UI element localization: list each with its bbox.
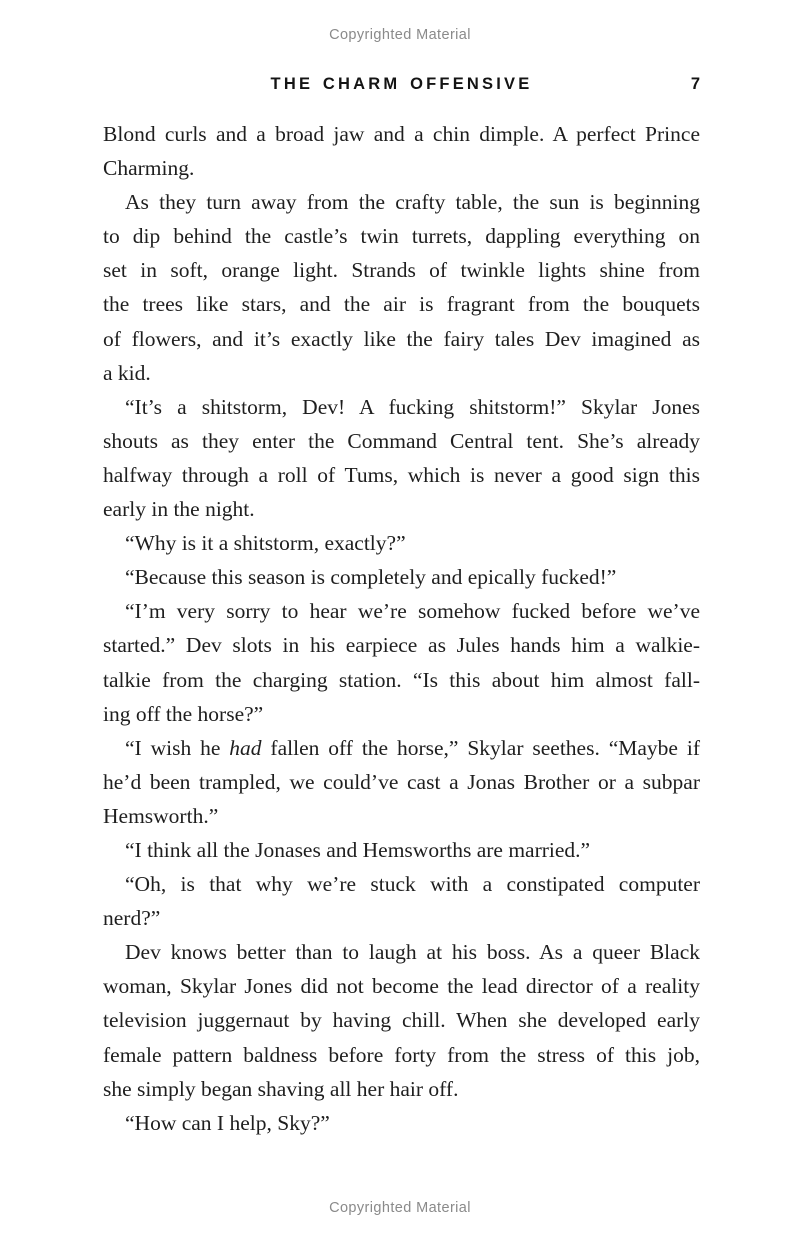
- text-line: [103, 1106, 700, 1140]
- text-line: [103, 901, 700, 935]
- text-line: [103, 356, 700, 390]
- text-line: [103, 185, 700, 219]
- text-line: [103, 458, 700, 492]
- text-line: [103, 1072, 700, 1106]
- body-text: [103, 117, 700, 1140]
- text-segment: fallen off the horse,” Skylar seethes. “Maybe if: [261, 735, 700, 760]
- text-segment: “Oh, is that why we’re stuck with a constipated computer: [125, 872, 700, 897]
- text-line: [103, 1003, 700, 1037]
- text-segment: television juggernaut by having chill. When she developed early: [103, 1008, 700, 1033]
- text-segment: to dip behind the castle’s twin turrets, dappling everything on: [103, 224, 700, 249]
- text-line: [103, 969, 700, 1003]
- text-line: [103, 765, 700, 799]
- text-segment: “I’m very sorry to hear we’re somehow fucked before we’ve: [125, 599, 700, 624]
- text-segment: set in soft, orange light. Strands of twinkle lights shine from: [103, 258, 700, 283]
- text-segment: “Why is it a shitstorm, exactly?”: [125, 531, 406, 556]
- text-segment: a kid.: [103, 360, 151, 385]
- text-segment: talkie from the charging station. “Is this about him almost fall-: [103, 667, 700, 692]
- page-number: 7: [690, 75, 700, 93]
- text-line: [103, 219, 700, 253]
- text-segment: “How can I help, Sky?”: [125, 1110, 330, 1135]
- text-line: [103, 935, 700, 969]
- text-line: [103, 424, 700, 458]
- running-header: [103, 74, 700, 94]
- text-line: [103, 287, 700, 321]
- text-line: [103, 526, 700, 560]
- text-line: [103, 799, 700, 833]
- running-header-title: THE CHARM OFFENSIVE: [270, 75, 533, 93]
- text-segment: shouts as they enter the Command Central tent. She’s already: [103, 428, 700, 453]
- text-segment: early in the night.: [103, 497, 255, 522]
- text-line: [103, 492, 700, 526]
- text-segment: of flowers, and it’s exactly like the fairy tales Dev imagined as: [103, 326, 700, 351]
- text-line: [103, 390, 700, 424]
- text-segment: she simply began shaving all her hair off.: [103, 1076, 459, 1101]
- text-segment: “I wish he: [125, 735, 230, 760]
- text-segment: he’d been trampled, we could’ve cast a Jonas Brother or a subpar: [103, 769, 700, 794]
- text-segment: female pattern baldness before forty from the stress of this job,: [103, 1042, 700, 1067]
- text-segment: Dev knows better than to laugh at his boss. As a queer Black: [125, 940, 700, 965]
- text-line: [103, 628, 700, 662]
- text-segment-italic: had: [229, 735, 262, 760]
- text-segment: As they turn away from the crafty table, the sun is beginning: [125, 190, 700, 215]
- text-line: [103, 1038, 700, 1072]
- text-segment: “Because this season is completely and epically fucked!”: [125, 565, 617, 590]
- text-segment: Charming.: [103, 156, 195, 181]
- text-line: [103, 867, 700, 901]
- text-segment: Blond curls and a broad jaw and a chin dimple. A perfect Prince: [103, 122, 700, 146]
- copyright-notice-top: Copyrighted Material: [329, 27, 471, 43]
- text-segment: “It’s a shitstorm, Dev! A fucking shitstorm!” Skylar Jones: [125, 394, 700, 419]
- text-segment: ing off the horse?”: [103, 701, 264, 726]
- text-line: [103, 151, 700, 185]
- text-segment: halfway through a roll of Tums, which is never a good sign this: [103, 462, 700, 487]
- text-line: [103, 731, 700, 765]
- copyright-notice-bottom: Copyrighted Material: [329, 1200, 471, 1216]
- text-line: [103, 594, 700, 628]
- text-line: [103, 117, 700, 151]
- text-line: [103, 253, 700, 287]
- text-line: [103, 833, 700, 867]
- text-line: [103, 663, 700, 697]
- text-segment: the trees like stars, and the air is fragrant from the bouquets: [103, 292, 700, 317]
- text-segment: woman, Skylar Jones did not become the lead director of a reality: [103, 974, 700, 999]
- text-segment: nerd?”: [103, 906, 161, 931]
- text-segment: “I think all the Jonases and Hemsworths are married.”: [125, 837, 591, 862]
- text-line: [103, 560, 700, 594]
- text-segment: Hemsworth.”: [103, 803, 219, 828]
- text-segment: started.” Dev slots in his earpiece as Jules hands him a walkie-: [103, 633, 700, 658]
- text-line: [103, 697, 700, 731]
- text-line: [103, 322, 700, 356]
